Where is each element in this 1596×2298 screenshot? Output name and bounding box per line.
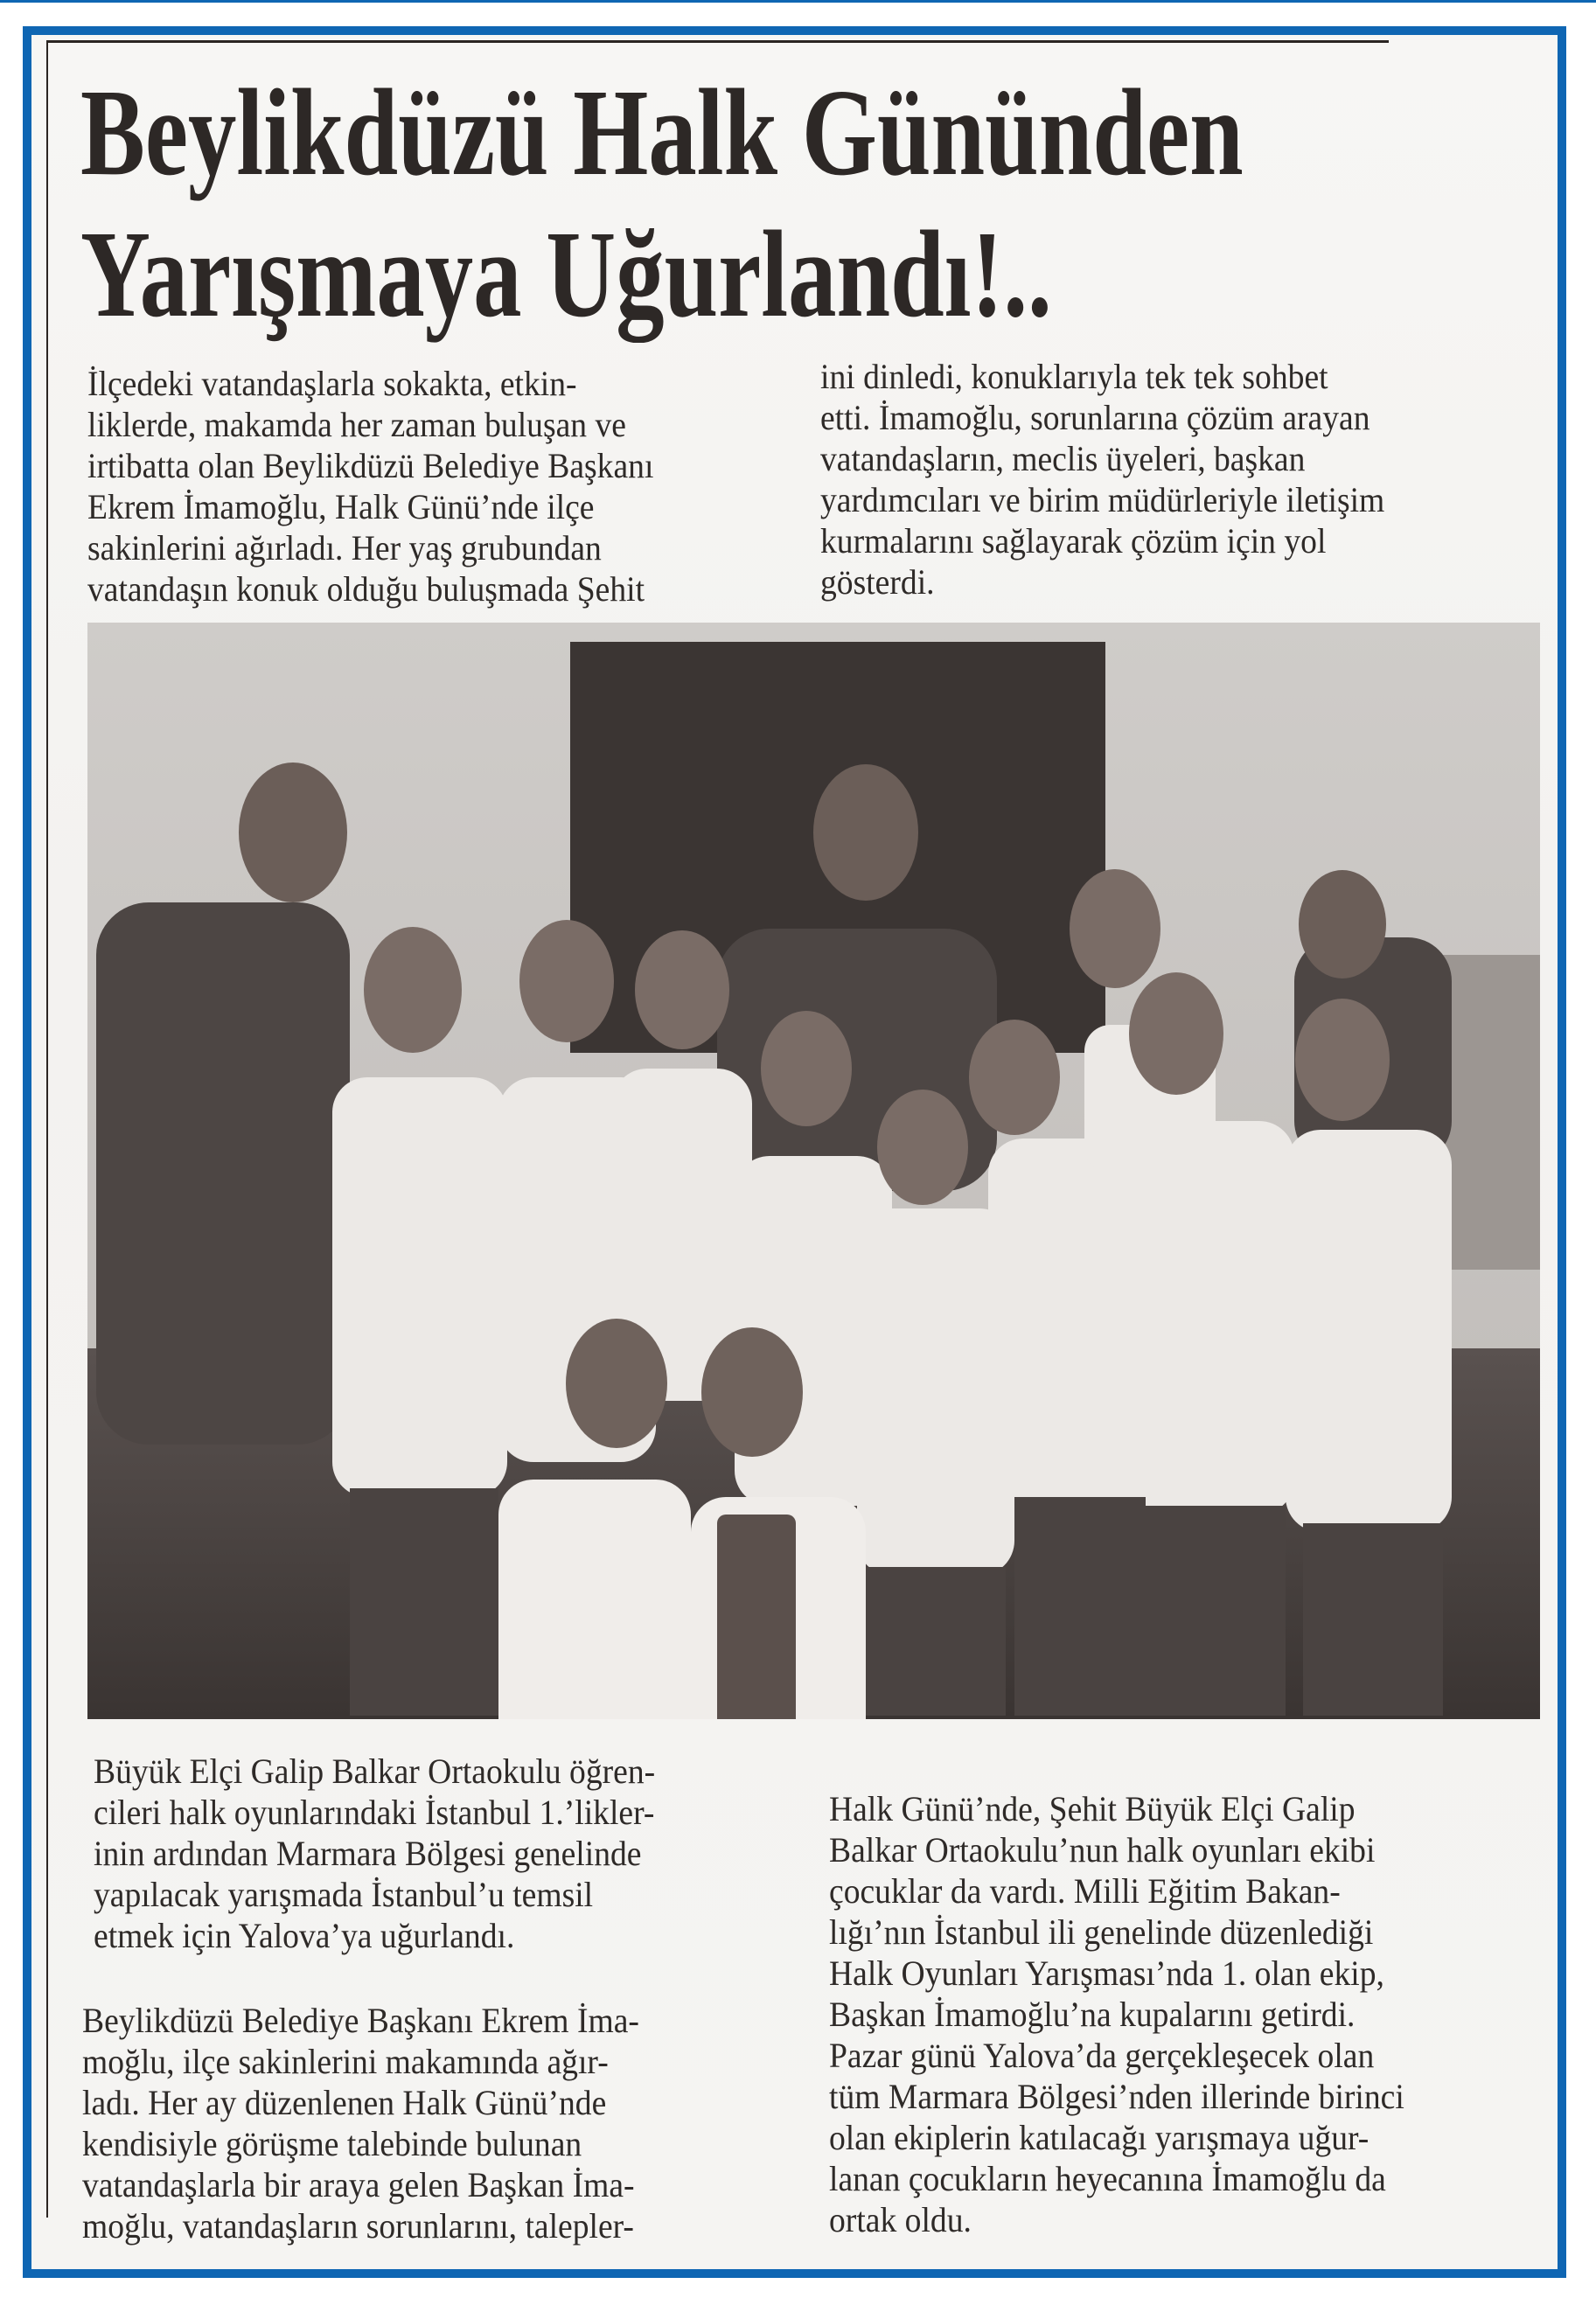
- text-line: lanan çocukların heyecanına İmamoğlu da: [829, 2159, 1386, 2198]
- text-line: Başkan İmamoğlu’na kupalarını getirdi.: [829, 1995, 1356, 2034]
- intro-paragraph-right: [820, 356, 1384, 602]
- headline-line-2: Yarışmaya Uğurlandı!..: [80, 205, 1052, 343]
- text-line: Ekrem İmamoğlu, Halk Günü’nde ilçe: [87, 487, 595, 526]
- text-line: moğlu, vatandaşların sorunlarını, talepler-: [82, 2206, 634, 2246]
- text-line: inin ardından Marmara Bölgesi genelinde: [94, 1834, 642, 1873]
- text-line: kendisiyle görüşme talebinde bulunan: [82, 2124, 582, 2163]
- text-line: Beylikdüzü Belediye Başkanı Ekrem İma-: [82, 2001, 639, 2040]
- clipping-left-rule: [46, 40, 48, 2218]
- photo-caption: [94, 1751, 655, 1956]
- text-line: kurmalarını sağlayarak çözüm için yol: [820, 521, 1327, 561]
- text-line: Pazar günü Yalova’da gerçekleşecek olan: [829, 2036, 1375, 2075]
- newspaper-clipping: [31, 35, 1558, 2269]
- text-line: lığı’nın İstanbul ili genelinde düzenlediği: [829, 1912, 1374, 1952]
- headline-line-1: Beylikdüzü Halk Gününden: [80, 63, 1244, 201]
- text-line: yapılacak yarışmada İstanbul’u temsil: [94, 1875, 594, 1914]
- text-line: etmek için Yalova’ya uğurlandı.: [94, 1916, 515, 1955]
- text-line: moğlu, ilçe sakinlerini makamında ağır-: [82, 2042, 609, 2081]
- text-line: İlçedeki vatandaşlarla sokakta, etkin-: [87, 364, 577, 403]
- text-line: vatandaşın konuk olduğu buluşmada Şehit: [87, 569, 645, 609]
- text-line: tüm Marmara Bölgesi’nden illerinde birinci: [829, 2077, 1404, 2116]
- top-blue-rule: [0, 0, 1596, 3]
- text-line: irtibatta olan Beylikdüzü Belediye Başkanı: [87, 446, 654, 485]
- text-line: Halk Oyunları Yarışması’nda 1. olan ekip,: [829, 1953, 1384, 1993]
- clipping-frame: [23, 26, 1566, 2278]
- text-line: Halk Günü’nde, Şehit Büyük Elçi Galip: [829, 1789, 1356, 1828]
- text-line: liklerde, makamda her zaman buluşan ve: [87, 405, 626, 444]
- text-line: cileri halk oyunlarındaki İstanbul 1.’likler-: [94, 1793, 655, 1832]
- clipping-top-rule: [46, 40, 1389, 43]
- text-line: olan ekiplerin katılacağı yarışmaya uğur-: [829, 2118, 1369, 2157]
- body-paragraph-right: [829, 1788, 1404, 2240]
- text-line: vatandaşların, meclis üyeleri, başkan: [820, 439, 1306, 478]
- headline: [80, 61, 1244, 345]
- text-line: vatandaşlarla bir araya gelen Başkan İma-: [82, 2165, 635, 2204]
- body-paragraph-left: [82, 2000, 639, 2246]
- text-line: sakinlerini ağırladı. Her yaş grubundan: [87, 528, 602, 568]
- text-line: etti. İmamoğlu, sorunlarına çözüm arayan: [820, 398, 1370, 437]
- group-photo: [87, 623, 1540, 1719]
- intro-paragraph-left: [87, 363, 653, 609]
- text-line: ortak oldu.: [829, 2200, 972, 2239]
- text-line: Büyük Elçi Galip Balkar Ortaokulu öğren-: [94, 1751, 656, 1791]
- text-line: Balkar Ortaokulu’nun halk oyunları ekibi: [829, 1830, 1376, 1870]
- text-line: yardımcıları ve birim müdürleriyle iletişim: [820, 480, 1385, 519]
- group-photo-illustration: [87, 623, 1540, 1719]
- text-line: ladı. Her ay düzenlenen Halk Günü’nde: [82, 2083, 607, 2122]
- text-line: çocuklar da vardı. Milli Eğitim Bakan-: [829, 1871, 1341, 1911]
- text-line: gösterdi.: [820, 562, 935, 602]
- text-line: ini dinledi, konuklarıyla tek tek sohbet: [820, 357, 1328, 396]
